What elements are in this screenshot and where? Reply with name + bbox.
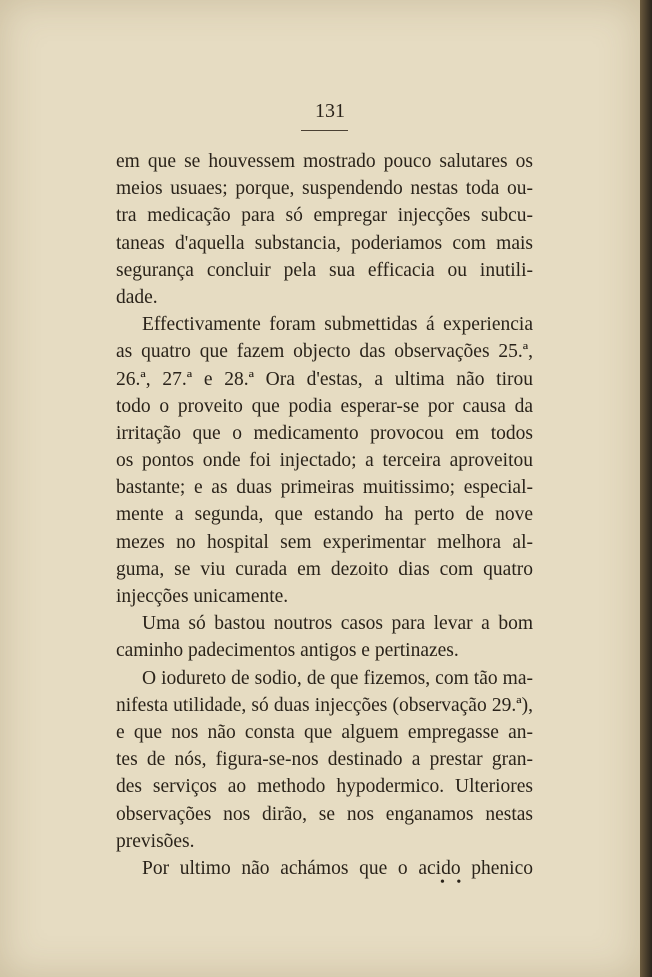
text-line: em que se houvessem mostrado pouco salutares os bbox=[116, 151, 533, 172]
text-line: tra medicação para só empregar injecções subcu- bbox=[116, 205, 533, 227]
text-line: e que nos não consta que alguem empregasse an- bbox=[116, 721, 533, 743]
text-line: Uma só bastou noutros casos para levar a bom bbox=[142, 613, 533, 635]
text-line: irritação que o medicamento provocou em todos bbox=[116, 422, 533, 444]
text-line: taneas d'aquella substancia, poderiamos com mais bbox=[116, 232, 533, 254]
text-line: dade. bbox=[116, 286, 158, 308]
text-line: meios usuaes; porque, suspendendo nestas toda ou- bbox=[116, 178, 533, 200]
text-line: caminho padecimentos antigos e pertinazes. bbox=[116, 640, 459, 662]
text-line: injecções unicamente. bbox=[116, 586, 289, 607]
page-edge bbox=[640, 0, 652, 977]
text-line: observações nos dirão, se nos enganamos nestas bbox=[116, 803, 533, 825]
header-rule bbox=[301, 130, 348, 131]
text-line: Effectivamente foram submettidas á experiencia bbox=[142, 314, 533, 336]
text-line: nifesta utilidade, só duas injecções (observação 29.ª), bbox=[116, 694, 533, 716]
text-line: bastante; e as duas primeiras muitissimo; especial- bbox=[116, 477, 533, 499]
text-line: as quatro que fazem objecto das observações 25.ª, bbox=[116, 341, 533, 363]
text-line: todo o proveito que podia esperar-se por causa da bbox=[116, 395, 533, 417]
signature-mark: • • bbox=[440, 875, 466, 890]
text-line: guma, se viu curada em dezoito dias com quatro bbox=[116, 558, 533, 580]
text-line: tes de nós, figura-se-nos destinado a prestar gran- bbox=[116, 749, 533, 771]
text-line: mezes no hospital sem experimentar melhora al- bbox=[116, 531, 533, 553]
text-line: 26.ª, 27.ª e 28.ª Ora d'estas, a ultima não tirou bbox=[116, 368, 533, 390]
text-line: mente a segunda, que estando ha perto de nove bbox=[116, 504, 533, 526]
text-line: previsões. bbox=[116, 830, 195, 852]
text-line: Por ultimo não achámos que o acido phenico bbox=[142, 857, 533, 879]
text-line: O iodureto de sodio, de que fizemos, com tão ma- bbox=[142, 667, 533, 689]
text-line: os pontos onde foi injectado; a terceira aproveitou bbox=[116, 450, 533, 472]
text-line: des serviços ao methodo hypodermico. Ulteriores bbox=[116, 776, 533, 798]
body-text bbox=[116, 148, 533, 882]
text-line: segurança concluir pela sua efficacia ou inutili- bbox=[116, 259, 533, 281]
page-number: 131 bbox=[315, 100, 345, 122]
